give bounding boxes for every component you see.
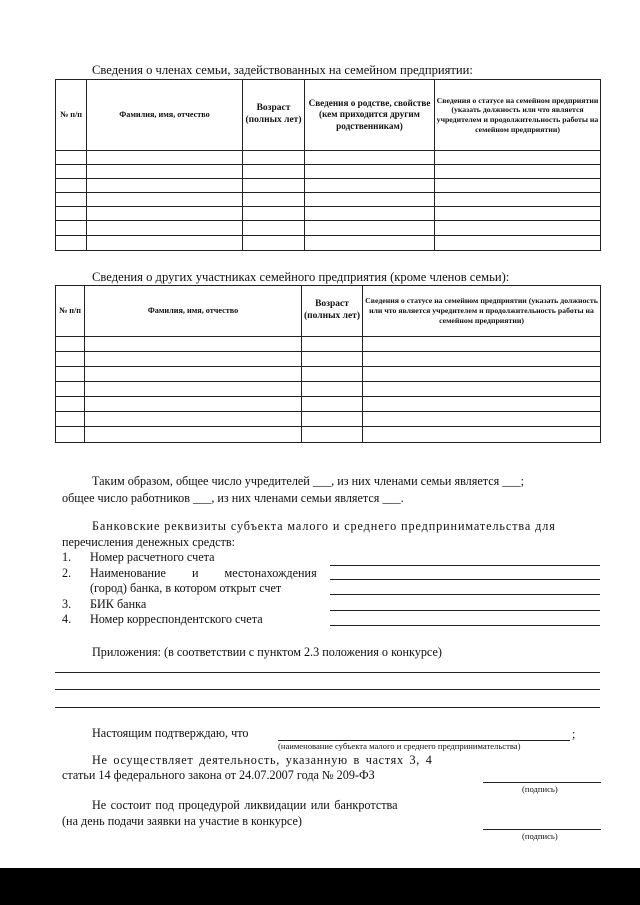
bank-item-label-4: Номер корреспондентского счета xyxy=(90,612,263,626)
bank-item-label-1: Номер расчетного счета xyxy=(90,550,215,564)
attachments-line-1[interactable] xyxy=(55,672,600,673)
scan-bottom-border xyxy=(0,868,640,905)
bank-item-number-4: 4. xyxy=(62,612,72,626)
others-col-status: Сведения о статусе на семейном предприятии (указать должность или что является учредителем и продолжительность работы на семейном предприятии) xyxy=(363,286,601,337)
bank-item-label-2b: (город) банка, в котором открыт счет xyxy=(90,581,282,595)
table-row xyxy=(56,236,601,251)
others-col-name: Фамилия, имя, отчество xyxy=(85,286,302,337)
signature-line-2[interactable] xyxy=(483,829,601,830)
bank-item-number-2: 2. xyxy=(62,566,72,580)
table-row xyxy=(56,427,601,443)
others-section-caption: Сведения о других участниках семейного предприятия (кроме членов семьи): xyxy=(92,270,510,284)
table-row xyxy=(56,382,601,397)
bank-intro-line-2: перечисления денежных средств: xyxy=(62,535,236,549)
bik-line[interactable] xyxy=(330,610,600,611)
attachments-label: Приложения: (в соответствии с пунктом 2.3 положения о конкурсе) xyxy=(92,645,442,659)
account-number-line[interactable] xyxy=(330,565,600,566)
table-row xyxy=(56,352,601,367)
family-col-name: Фамилия, имя, отчество xyxy=(87,80,243,151)
confirm-semicolon: ; xyxy=(572,727,576,741)
confirm-paragraph-1-line-2: статьи 14 федерального закона от 24.07.2007 года № 209-ФЗ xyxy=(62,768,375,782)
family-col-age: Возраст (полных лет) xyxy=(243,80,305,151)
table-row xyxy=(56,193,601,207)
bank-item-number-1: 1. xyxy=(62,550,72,564)
correspondent-account-line[interactable] xyxy=(330,625,600,626)
others-table xyxy=(55,285,601,443)
signature-hint-2: (подпись) xyxy=(522,831,558,841)
bank-item-number-3: 3. xyxy=(62,597,72,611)
table-row xyxy=(56,165,601,179)
confirm-paragraph-2-line-2: (на день подачи заявки на участие в конкурсе) xyxy=(62,814,302,828)
summary-line-2: общее число работников ___, из них членами семьи является ___. xyxy=(62,491,404,505)
family-col-number: № п/п xyxy=(56,80,87,151)
family-col-relation: Сведения о родстве, свойстве (кем приходится другим родственникам) xyxy=(305,80,435,151)
family-section-caption: Сведения о членах семьи, задействованных на семейном предприятии: xyxy=(92,63,473,77)
attachments-line-2[interactable] xyxy=(55,689,600,690)
signature-hint-1: (подпись) xyxy=(522,784,558,794)
confirm-paragraph-2-line-1: Не состоит под процедурой ликвидации или банкротства xyxy=(92,798,398,812)
others-col-number: № п/п xyxy=(56,286,85,337)
table-row xyxy=(56,221,601,236)
signature-line-1[interactable] xyxy=(483,782,601,783)
bank-item-label-2: Наименование и местонахождения xyxy=(90,566,317,580)
table-row xyxy=(56,207,601,221)
bank-intro-line-1: Банковские реквизиты субъекта малого и среднего предпринимательства для xyxy=(92,519,556,533)
bank-item-label-3: БИК банка xyxy=(90,597,147,611)
family-col-status: Сведения о статусе на семейном предприятии (указать должность или что является учредителем и продолжительность работы на семейном предприятии) xyxy=(435,80,601,151)
table-row xyxy=(56,412,601,427)
confirm-paragraph-1-line-1: Не осуществляет деятельность, указанную в частях 3, 4 xyxy=(92,753,433,767)
table-row xyxy=(56,367,601,382)
table-row xyxy=(56,337,601,352)
attachments-line-3[interactable] xyxy=(55,707,600,708)
bank-name-line-2[interactable] xyxy=(330,594,600,595)
others-col-age: Возраст (полных лет) xyxy=(302,286,363,337)
subject-name-hint: (наименование субъекта малого и среднего предпринимательства) xyxy=(278,741,521,751)
table-row xyxy=(56,151,601,165)
bank-name-line-1[interactable] xyxy=(330,579,600,580)
summary-line-1: Таким образом, общее число учредителей ___, из них членами семьи является ___; xyxy=(92,474,524,488)
confirm-lead: Настоящим подтверждаю, что xyxy=(92,726,249,740)
table-row xyxy=(56,179,601,193)
table-row xyxy=(56,397,601,412)
family-table xyxy=(55,79,601,251)
